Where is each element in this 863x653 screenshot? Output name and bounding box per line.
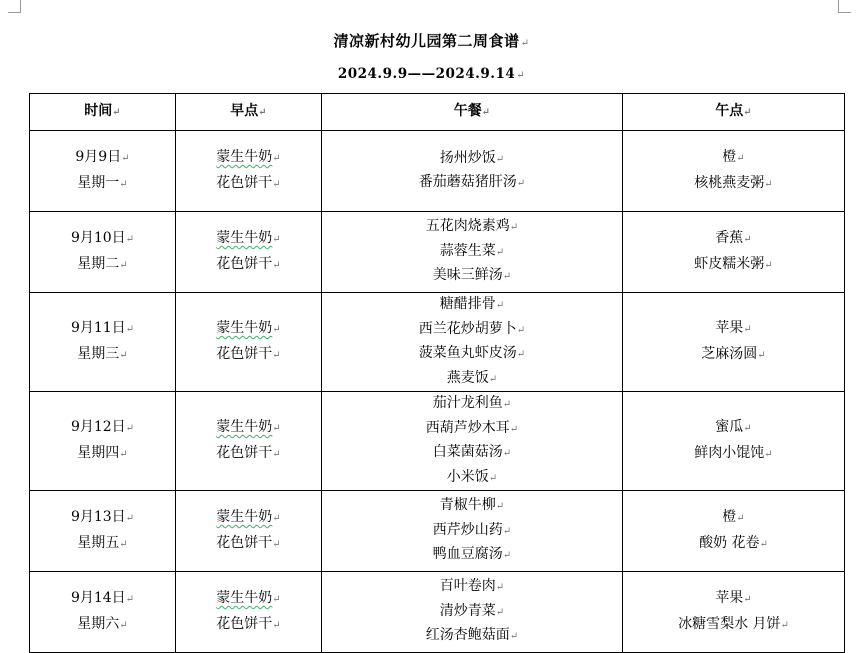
menu-table[interactable] (29, 93, 845, 653)
snack-item: 蜜瓜↵ (715, 419, 752, 435)
cell-snack[interactable] (623, 293, 845, 392)
weekday-text: 星期二↵ (77, 256, 128, 272)
snack-item: 酸奶 花卷↵ (699, 535, 768, 551)
lunch-item: 美味三鲜汤↵ (432, 267, 512, 284)
table-row (30, 491, 845, 572)
cell-time[interactable] (30, 131, 176, 212)
breakfast-item: 蒙生牛奶↵ (216, 419, 281, 435)
lunch-item: 小米饭↵ (446, 468, 498, 485)
lunch-item: 五花肉烧素鸡↵ (425, 218, 519, 235)
cell-time[interactable] (30, 212, 176, 293)
snack-item: 苹果↵ (715, 320, 752, 336)
cell-snack[interactable] (623, 392, 845, 491)
cell-lunch[interactable] (322, 293, 623, 392)
header-cell-time[interactable]: 时间↵ (30, 94, 176, 131)
snack-item: 苹果↵ (715, 590, 752, 606)
table-row (30, 572, 845, 653)
breakfast-item: 花色饼干↵ (216, 535, 281, 551)
cell-breakfast[interactable] (176, 491, 322, 572)
cell-lunch[interactable] (322, 392, 623, 491)
snack-item: 芝麻汤圆↵ (701, 346, 766, 362)
breakfast-item: 蒙生牛奶↵ (216, 590, 281, 606)
lunch-item: 百叶卷肉↵ (439, 578, 505, 595)
cell-snack[interactable] (623, 572, 845, 653)
lunch-item: 糖醋排骨↵ (439, 296, 505, 312)
breakfast-item: 花色饼干↵ (216, 346, 281, 362)
page-corner-marker (8, 0, 21, 13)
weekday-text: 星期六↵ (77, 616, 128, 632)
date-text: 9月13日↵ (70, 509, 135, 525)
cell-snack[interactable] (623, 131, 845, 212)
table-row (30, 293, 845, 392)
lunch-item: 西芹炒山药↵ (432, 521, 512, 538)
cell-breakfast[interactable] (176, 131, 322, 212)
breakfast-item: 花色饼干↵ (216, 175, 281, 191)
lunch-item: 白菜菌菇汤↵ (432, 444, 512, 460)
lunch-item: 蒜蓉生菜↵ (439, 242, 505, 259)
lunch-item: 清炒青菜↵ (439, 602, 505, 619)
breakfast-item: 蒙生牛奶↵ (216, 509, 281, 525)
snack-item: 虾皮糯米粥↵ (694, 256, 773, 272)
lunch-item: 青椒牛柳↵ (439, 497, 505, 514)
cell-breakfast[interactable] (176, 392, 322, 491)
cell-lunch[interactable] (322, 491, 623, 572)
table-row (30, 392, 845, 491)
snack-item: 核桃燕麦粥↵ (694, 175, 773, 191)
lunch-item: 西葫芦炒木耳↵ (425, 419, 519, 436)
weekday-text: 星期五↵ (77, 535, 128, 551)
table-header-row (30, 94, 845, 131)
breakfast-item: 花色饼干↵ (216, 256, 281, 272)
document-title[interactable] (0, 30, 863, 51)
date-text: 9月11日↵ (70, 320, 135, 336)
table-row (30, 131, 845, 212)
cell-time[interactable] (30, 572, 176, 653)
cell-time[interactable] (30, 491, 176, 572)
date-text: 9月12日↵ (70, 419, 135, 435)
paragraph-mark: ↵ (516, 70, 526, 81)
breakfast-item: 花色饼干↵ (216, 616, 281, 632)
cell-breakfast[interactable] (176, 572, 322, 653)
cell-lunch[interactable] (322, 212, 623, 293)
snack-item: 橙↵ (722, 509, 745, 525)
weekday-text: 星期一↵ (77, 175, 128, 191)
snack-item: 鲜肉小馄饨↵ (694, 445, 773, 461)
lunch-item: 西兰花炒胡萝卜↵ (418, 320, 526, 337)
cell-breakfast[interactable] (176, 212, 322, 293)
cell-snack[interactable] (623, 491, 845, 572)
header-cell-snack[interactable]: 午点↵ (623, 94, 845, 131)
cell-time[interactable] (30, 293, 176, 392)
cell-breakfast[interactable] (176, 293, 322, 392)
table-row (30, 212, 845, 293)
lunch-item: 燕麦饭↵ (446, 369, 498, 386)
breakfast-item: 花色饼干↵ (216, 445, 281, 461)
cell-lunch[interactable] (322, 131, 623, 212)
lunch-item: 茄汁龙利鱼↵ (432, 395, 512, 411)
date-text: 9月9日↵ (75, 149, 130, 165)
date-range[interactable] (0, 66, 863, 82)
header-cell-lunch[interactable]: 午餐↵ (322, 94, 623, 131)
title-text: 清凉新村幼儿园第二周食谱 (333, 32, 520, 50)
lunch-item: 菠菜鱼丸虾皮汤↵ (418, 345, 526, 361)
snack-item: 香蕉↵ (715, 230, 752, 246)
cell-snack[interactable] (623, 212, 845, 293)
header-cell-breakfast[interactable]: 早点↵ (176, 94, 322, 131)
breakfast-item: 蒙生牛奶↵ (216, 230, 281, 246)
page-corner-marker (838, 0, 851, 13)
menu-table-body (30, 131, 845, 653)
date-text: 9月14日↵ (70, 590, 135, 606)
date-text: 9月10日↵ (70, 230, 135, 246)
date-range-text: 2024.9.9——2024.9.14 (337, 66, 516, 82)
snack-item: 橙↵ (722, 149, 745, 165)
lunch-item: 红汤杏鲍菇面↵ (425, 627, 519, 644)
paragraph-mark: ↵ (520, 38, 530, 49)
cell-lunch[interactable] (322, 572, 623, 653)
weekday-text: 星期三↵ (77, 346, 128, 362)
lunch-item: 番茄蘑菇猪肝汤↵ (418, 174, 526, 190)
snack-item: 冰糖雪梨水 月饼↵ (678, 616, 789, 632)
breakfast-item: 蒙生牛奶↵ (216, 320, 281, 336)
cell-time[interactable] (30, 392, 176, 491)
weekday-text: 星期四↵ (77, 445, 128, 461)
lunch-item: 扬州炒饭↵ (439, 149, 505, 166)
breakfast-item: 蒙生牛奶↵ (216, 149, 281, 165)
lunch-item: 鸭血豆腐汤↵ (432, 546, 512, 563)
